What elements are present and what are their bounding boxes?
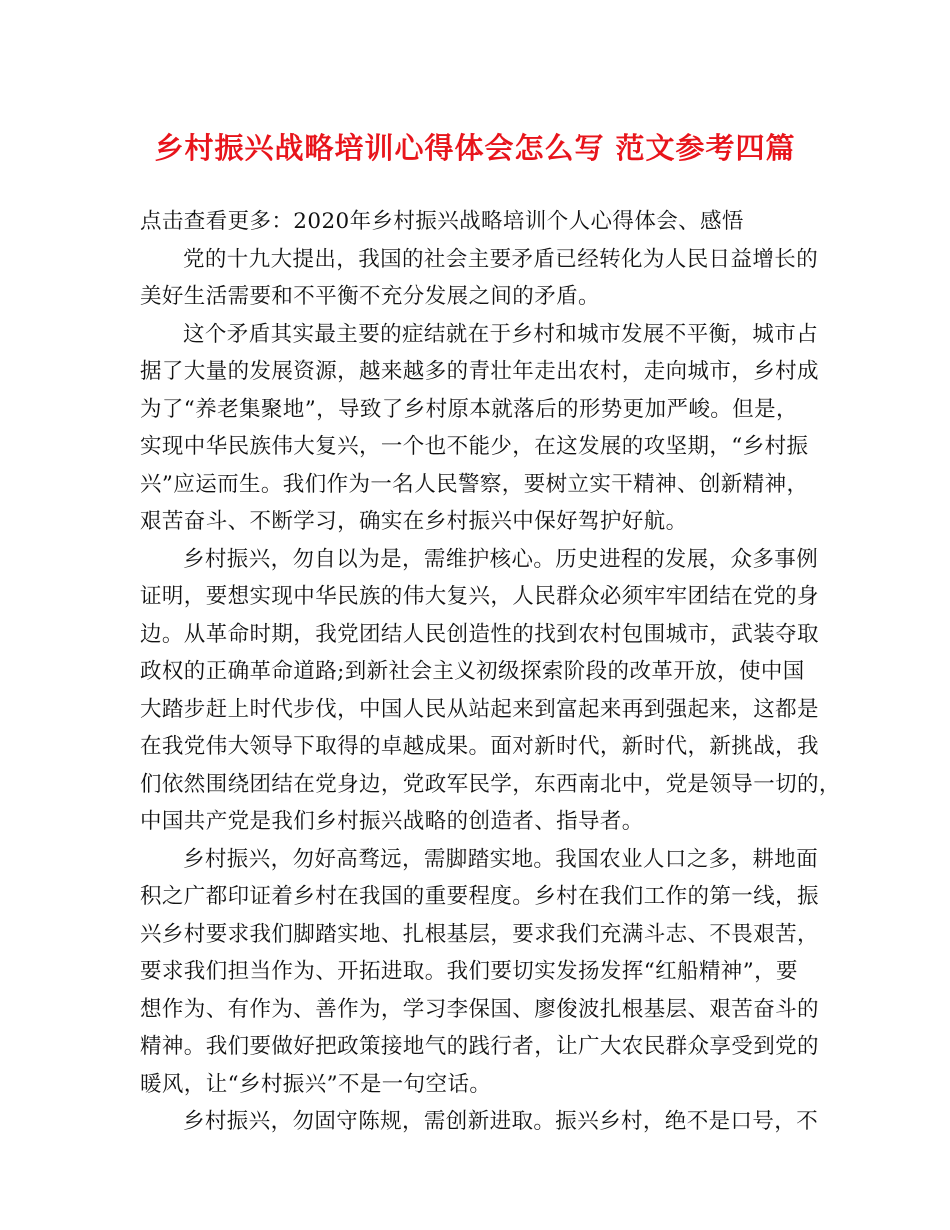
text-line[interactable]: 点击查看更多：2020年乡村振兴战略培训个人心得体会、感悟 [140,209,744,234]
text-line: 精神。我们要做好把政策接地气的践行者，让广大农民群众享受到党的 [140,1034,819,1059]
text-line: 中国共产党是我们乡村振兴战略的创造者、指导者。 [140,809,644,834]
text-line: 这个矛盾其实最主要的症结就在于乡村和城市发展不平衡，城市占 [183,321,819,347]
text-line: 们依然围绕团结在党身边，党政军民学，东西南北中，党是领导一切的， [140,771,841,797]
text-line: 实现中华民族伟大复兴，一个也不能少，在这发展的攻坚期，“乡村振 [140,434,809,459]
text-line: 兴”应运而生。我们作为一名人民警察，要树立实干精神、创新精神， [140,471,809,497]
text-line: 为了“养老集聚地”，导致了乡村原本就落后的形势更加严峻。但是， [140,396,798,422]
text-line: 大踏步赶上时代步伐，中国人民从站起来到富起来再到强起来，这都是 [140,696,819,722]
text-line: 兴乡村要求我们脚踏实地、扎根基层，要求我们充满斗志、不畏艰苦， [140,921,819,947]
text-line: 乡村振兴，勿自以为是，需维护核心。历史进程的发展，众多事例 [183,546,819,572]
text-line: 要求我们担当作为、开拓进取。我们要切实发扬发挥“红船精神”，要 [140,959,798,984]
text-line: 边。从革命时期，我党团结人民创造性的找到农村包围城市，武装夺取 [140,621,819,647]
text-line: 乡村振兴，勿固守陈规，需创新进取。振兴乡村，绝不是口号，不 [183,1109,819,1134]
text-line: 艰苦奋斗、不断学习，确实在乡村振兴中保好驾护好航。 [140,509,688,534]
text-line: 党的十九大提出，我国的社会主要矛盾已经转化为人民日益增长的 [183,246,819,272]
text-line: 积之广都印证着乡村在我国的重要程度。乡村在我们工作的第一线，振 [140,884,819,909]
document-title: 乡村振兴战略培训心得体会怎么写 范文参考四篇 [154,131,796,165]
text-line: 想作为、有作为、善作为，学习李保国、廖俊波扎根基层、艰苦奋斗的 [140,996,819,1022]
text-line: 美好生活需要和不平衡不充分发展之间的矛盾。 [140,284,600,309]
text-line: 政权的正确革命道路;到新社会主义初级探索阶段的改革开放，使中国 [140,659,805,684]
text-line: 乡村振兴，勿好高骛远，需脚踏实地。我国农业人口之多，耕地面 [183,846,819,872]
document-body [140,203,841,1141]
text-line: 暖风，让“乡村振兴”不是一句空话。 [140,1071,492,1097]
text-line: 证明，要想实现中华民族的伟大复兴，人民群众必须牢牢团结在党的身 [140,584,819,609]
text-line: 在我党伟大领导下取得的卓越成果。面对新时代，新时代，新挑战，我 [140,734,819,759]
text-line: 据了大量的发展资源，越来越多的青壮年走出农村，走向城市，乡村成 [140,359,819,384]
